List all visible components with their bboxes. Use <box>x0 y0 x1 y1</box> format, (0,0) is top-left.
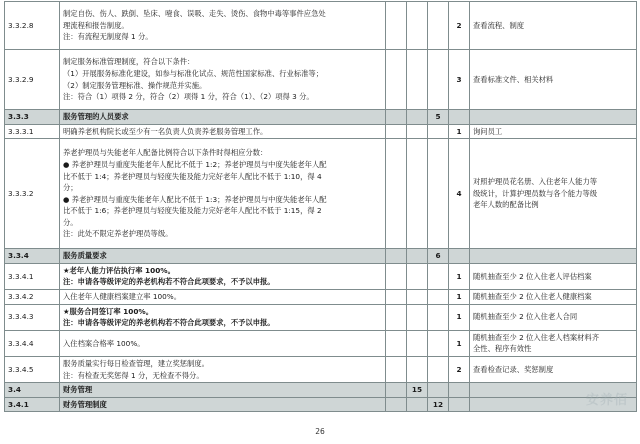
method-line: 级统计，计算护理员数与各个能力等级 <box>473 188 598 198</box>
score4-cell <box>449 383 470 398</box>
item-content <box>60 124 386 139</box>
score2-cell <box>407 139 428 249</box>
score3-cell <box>428 50 449 110</box>
score2-cell <box>407 289 428 304</box>
content-line: 注：此处不限定养老护理员等级。 <box>63 229 173 239</box>
score4-cell: 4 <box>449 139 470 249</box>
content-line: 财务管理 <box>63 385 93 395</box>
item-content <box>60 50 386 110</box>
score2-cell <box>407 397 428 412</box>
content-line: 理流程和报告制度。 <box>63 20 129 30</box>
content-line: 比不低于 1:4；养老护理员与轻度失能及能力完好老年人配比不低于 1:10，得 4 <box>63 171 322 181</box>
score1-cell <box>386 124 407 139</box>
score3-cell <box>428 356 449 382</box>
score4-cell: 2 <box>449 356 470 382</box>
item-content <box>60 397 386 412</box>
method-line: 全性、程序有效性 <box>473 344 532 354</box>
item-code: 3.3.2.8 <box>5 2 60 50</box>
score1-cell <box>386 330 407 356</box>
score3-cell: 6 <box>428 249 449 264</box>
score2-cell <box>407 263 428 289</box>
score3-cell: 5 <box>428 110 449 125</box>
score4-cell: 1 <box>449 289 470 304</box>
score4-cell: 3 <box>449 50 470 110</box>
review-method <box>470 2 637 50</box>
content-line: 制定服务标准管理制度，符合以下条件： <box>63 57 195 67</box>
content-line: 入住档案合格率 100%。 <box>63 338 145 348</box>
method-line: 查看标准文件、相关材料 <box>473 74 554 84</box>
item-content <box>60 304 386 330</box>
review-method <box>470 50 637 110</box>
review-method <box>470 304 637 330</box>
review-method <box>470 356 637 382</box>
score1-cell <box>386 2 407 50</box>
review-method <box>470 263 637 289</box>
method-line: 查看流程、制度 <box>473 20 525 30</box>
item-content <box>60 356 386 382</box>
score3-cell <box>428 330 449 356</box>
content-line: 注：符合（1）项得 2 分，符合（2）项得 1 分，符合（1）、（2）项得 3 分。 <box>63 92 314 102</box>
score2-cell <box>407 50 428 110</box>
item-code: 3.4 <box>5 383 60 398</box>
score1-cell <box>386 397 407 412</box>
review-method <box>470 124 637 139</box>
content-line: 养老护理员与失能老年人配备比例符合以下条件时得相应分数： <box>63 148 268 158</box>
table-row <box>5 304 637 330</box>
content-line: 明确养老机构院长或至少有一名负责人负责养老服务管理工作。 <box>63 126 268 136</box>
item-content <box>60 2 386 50</box>
score3-cell <box>428 124 449 139</box>
method-line: 老年人数的配备比例 <box>473 200 539 210</box>
content-line: 制定自伤、伤人、跌倒、坠床、噎食、误吸、走失、烫伤、食物中毒等事件应急处 <box>63 9 326 19</box>
content-line: 财务管理制度 <box>63 399 107 409</box>
score1-cell <box>386 110 407 125</box>
score2-cell <box>407 356 428 382</box>
score3-cell <box>428 2 449 50</box>
content-line: ★老年人能力评估执行率 100%。 <box>63 265 175 275</box>
method-line: 询问员工 <box>473 126 503 136</box>
score4-cell <box>449 397 470 412</box>
score2-cell <box>407 249 428 264</box>
score4-cell: 2 <box>449 2 470 50</box>
table-row <box>5 330 637 356</box>
score3-cell: 12 <box>428 397 449 412</box>
score3-cell <box>428 139 449 249</box>
score4-cell <box>449 249 470 264</box>
review-method <box>470 249 637 264</box>
score3-cell <box>428 383 449 398</box>
score1-cell <box>386 50 407 110</box>
watermark: 安养佰 <box>585 393 628 408</box>
content-line: （1）开展服务标准化建设，如参与标准化试点、规范性国家标准、行业标准等； <box>63 68 324 78</box>
item-content <box>60 249 386 264</box>
content-line: 服务管理的人员要求 <box>63 112 129 121</box>
content-line: 分； <box>63 183 78 193</box>
item-content <box>60 383 386 398</box>
table-row <box>5 263 637 289</box>
item-code: 3.3.2.9 <box>5 50 60 110</box>
item-code: 3.3.4.2 <box>5 289 60 304</box>
score1-cell <box>386 304 407 330</box>
content-line: 分。 <box>63 217 78 227</box>
score1-cell <box>386 139 407 249</box>
content-line: ● 养老护理员与重度失能老年人配比不低于 1:2；养老护理员与中度失能老年人配 <box>63 159 327 169</box>
method-line: 随机抽查至少 2 位入住老人档案材料齐 <box>473 332 600 342</box>
score2-cell <box>407 330 428 356</box>
content-line: 比不低于 1:6；养老护理员与轻度失能及能力完好老年人配比不低于 1:15，得 2 <box>63 206 322 216</box>
item-content <box>60 139 386 249</box>
content-line: 服务质量实行每日检查管理，建立奖惩制度。 <box>63 358 209 368</box>
item-code: 3.3.4 <box>5 249 60 264</box>
table-row <box>5 124 637 139</box>
review-method <box>470 289 637 304</box>
table-row <box>5 289 637 304</box>
score2-cell: 15 <box>407 383 428 398</box>
content-line: 入住老年人健康档案建立率 100%。 <box>63 291 182 301</box>
method-line: 对照护理员花名册、入住老年人能力等 <box>473 177 598 187</box>
score4-cell <box>449 110 470 125</box>
score3-cell <box>428 304 449 330</box>
item-content <box>60 110 386 125</box>
score1-cell <box>386 289 407 304</box>
method-line: 随机抽查至少 2 位入住老人合同 <box>473 312 578 322</box>
section-row <box>5 249 637 264</box>
score1-cell <box>386 356 407 382</box>
item-code: 3.3.3.1 <box>5 124 60 139</box>
method-line: 随机抽查至少 2 位入住老人评估档案 <box>473 271 592 281</box>
content-line: 注：有流程无制度得 1 分。 <box>63 32 153 42</box>
content-line: 注：申请各等级评定的养老机构若不符合此项要求，不予以申报。 <box>63 277 275 287</box>
table-row <box>5 356 637 382</box>
score1-cell <box>386 249 407 264</box>
score1-cell <box>386 263 407 289</box>
item-content <box>60 330 386 356</box>
item-code: 3.3.4.3 <box>5 304 60 330</box>
score2-cell <box>407 304 428 330</box>
score4-cell: 1 <box>449 263 470 289</box>
table-row <box>5 139 637 249</box>
content-line: ● 养老护理员与重度失能老年人配比不低于 1:3；养老护理员与中度失能老年人配 <box>63 194 327 204</box>
item-code: 3.3.4.4 <box>5 330 60 356</box>
method-line: 查看检查记录、奖惩制度 <box>473 364 554 374</box>
table-row <box>5 50 637 110</box>
item-code: 3.3.3 <box>5 110 60 125</box>
item-content <box>60 289 386 304</box>
content-line: 注：有检查无奖惩得 1 分，无检查不得分。 <box>63 370 204 380</box>
score2-cell <box>407 110 428 125</box>
review-method <box>470 139 637 249</box>
section-row <box>5 383 637 398</box>
section-row <box>5 397 637 412</box>
review-method <box>470 110 637 125</box>
page-number: 26 <box>315 427 325 436</box>
content-line: ★服务合同签订率 100%。 <box>63 306 153 316</box>
item-code: 3.3.4.1 <box>5 263 60 289</box>
section-row <box>5 110 637 125</box>
score3-cell <box>428 263 449 289</box>
item-code: 3.4.1 <box>5 397 60 412</box>
score2-cell <box>407 124 428 139</box>
score3-cell <box>428 289 449 304</box>
content-line: 注：申请各等级评定的养老机构若不符合此项要求，不予以申报。 <box>63 318 275 328</box>
content-line: 服务质量要求 <box>63 251 107 261</box>
table-row <box>5 2 637 50</box>
score2-cell <box>407 2 428 50</box>
item-code: 3.3.4.5 <box>5 356 60 382</box>
item-code: 3.3.3.2 <box>5 139 60 249</box>
score4-cell: 1 <box>449 304 470 330</box>
score4-cell: 1 <box>449 124 470 139</box>
review-method <box>470 330 637 356</box>
assessment-table <box>4 1 637 412</box>
method-line: 随机抽查至少 2 位入住老人健康档案 <box>473 291 592 301</box>
content-line: （2）制定服务管理标准、操作规范并实施。 <box>63 80 207 90</box>
item-content <box>60 263 386 289</box>
score4-cell: 1 <box>449 330 470 356</box>
score1-cell <box>386 383 407 398</box>
